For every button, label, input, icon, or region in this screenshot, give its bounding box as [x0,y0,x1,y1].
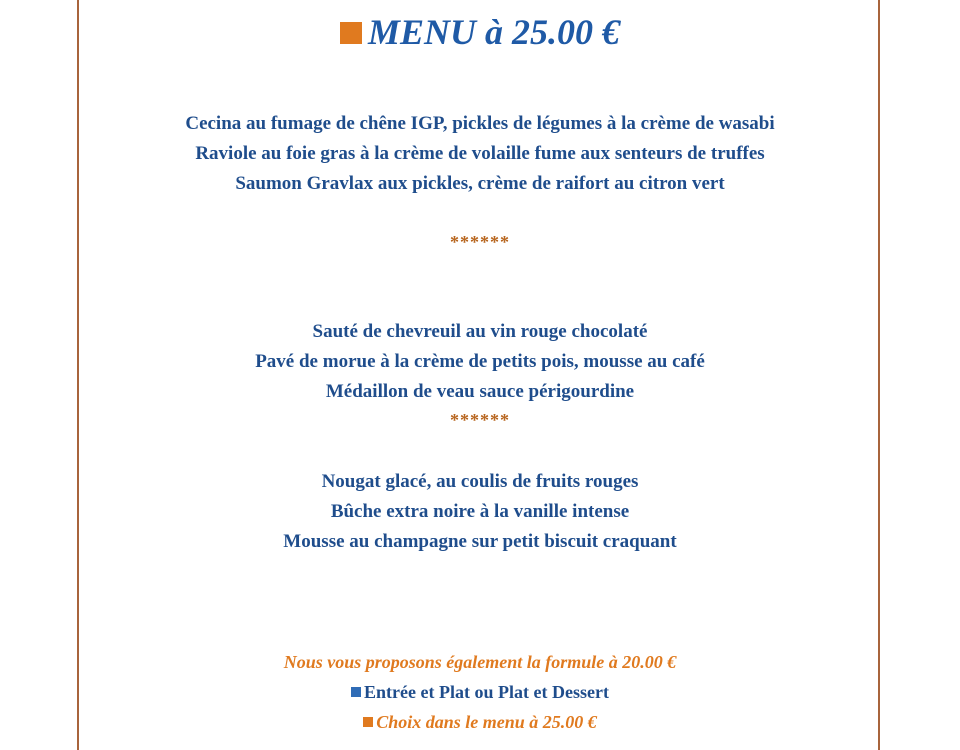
entree-item: Raviole au foie gras à la crème de volaille fume aux senteurs de truffes [195,143,765,164]
plat-item: Sauté de chevreuil au vin rouge chocolaté [312,321,648,342]
entree-item: Saumon Gravlax aux pickles, crème de raifort au citron vert [235,173,725,194]
section-separator: ****** [450,410,510,430]
formula-offer: Nous vous proposons également la formule à 20.00 € [283,652,677,672]
dessert-item: Mousse au champagne sur petit biscuit craquant [283,531,677,552]
formula-option-text: Choix dans le menu à 25.00 € [376,712,597,732]
dessert-item: Bûche extra noire à la vanille intense [330,501,630,522]
formula-option-text: Entrée et Plat ou Plat et Dessert [364,682,609,702]
square-bullet-icon [340,22,362,44]
menu-title [0,10,960,54]
square-bullet-icon [363,717,373,727]
entree-item: Cecina au fumage de chêne IGP, pickles de légumes à la crème de wasabi [185,113,775,134]
dessert-item: Nougat glacé, au coulis de fruits rouges [321,471,639,492]
formula-option [0,680,960,704]
plat-item: Médaillon de veau sauce périgourdine [325,381,635,402]
menu-title-text: MENU à 25.00 € [367,12,621,52]
formula-option [0,710,960,734]
section-separator: ****** [450,232,510,252]
plat-item: Pavé de morue à la crème de petits pois, mousse au café [255,351,705,372]
square-bullet-icon [351,687,361,697]
